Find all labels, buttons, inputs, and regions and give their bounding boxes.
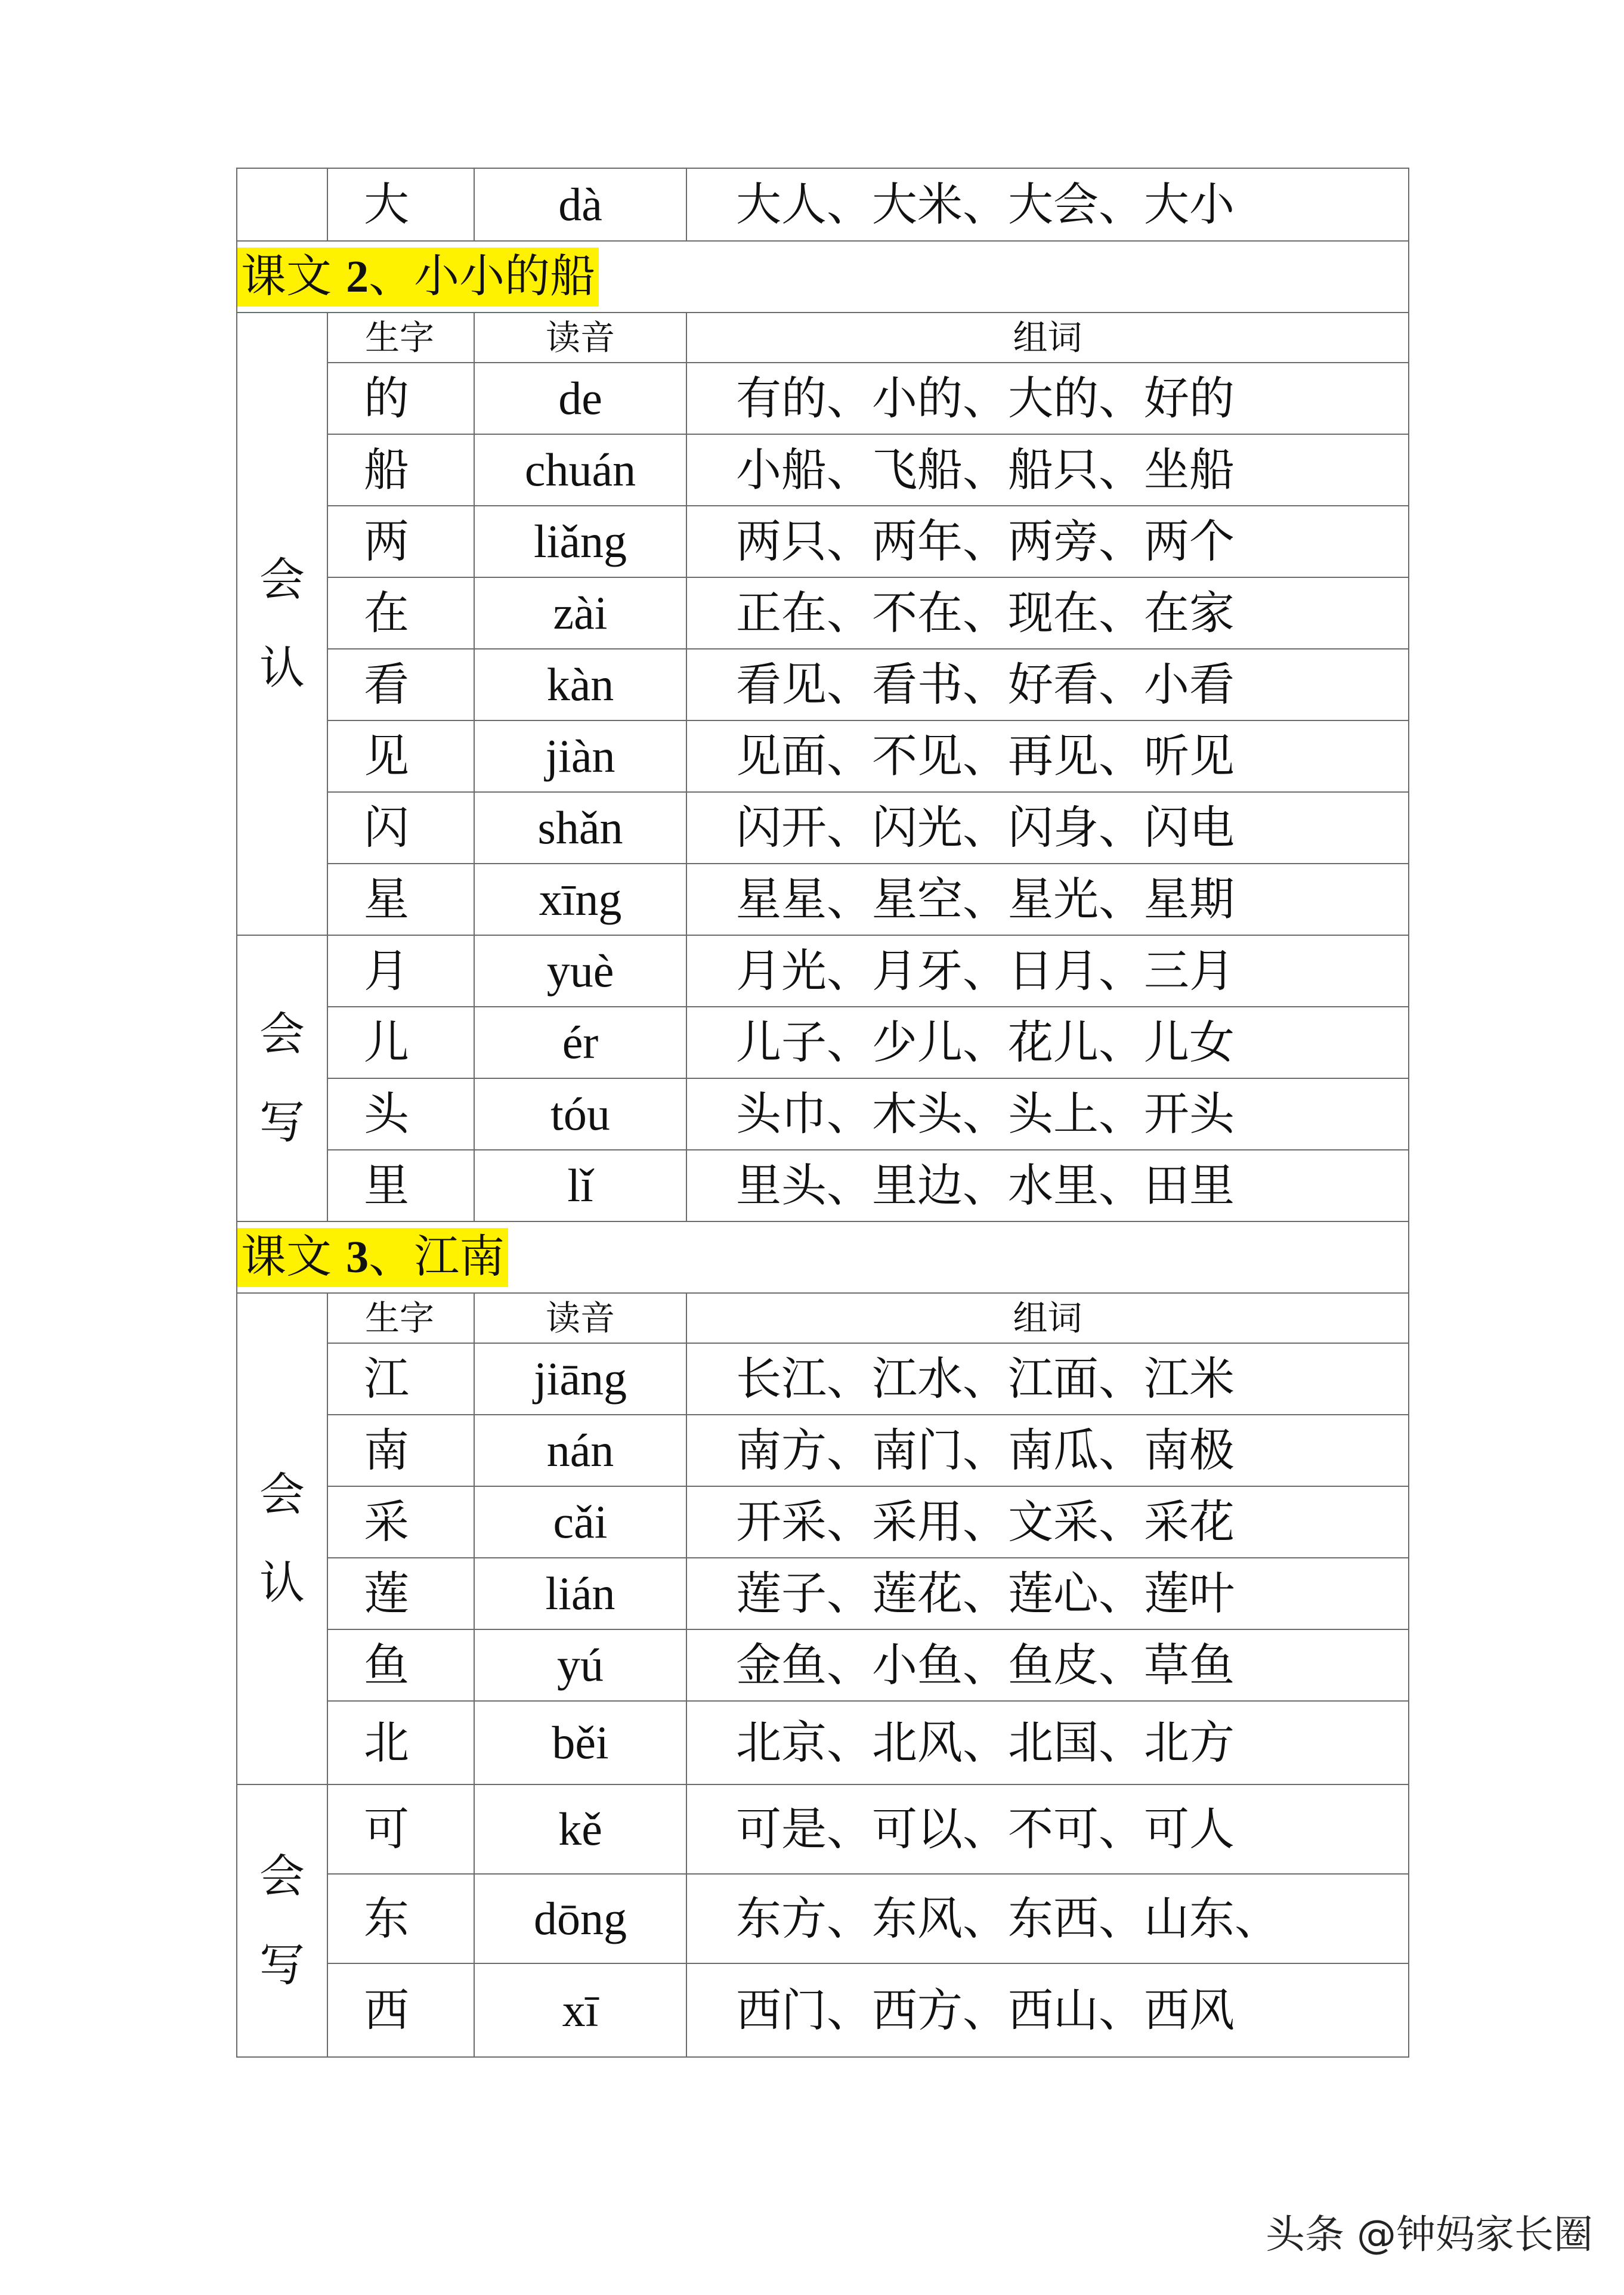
words-cell: 东方、东风、东西、山东、	[686, 1874, 1409, 1963]
table-row	[237, 1343, 1409, 1415]
group-label-char: 写	[259, 1938, 305, 1991]
header-words: 组词	[686, 1293, 1409, 1343]
pinyin-cell: kě	[474, 1784, 686, 1874]
group-label-char: 会	[259, 1467, 305, 1521]
words-cell: 开采、采用、文采、采花	[686, 1486, 1409, 1558]
words-cell: 看见、看书、好看、小看	[686, 649, 1409, 720]
char-cell: 东	[327, 1874, 474, 1963]
pinyin-cell: jiāng	[474, 1343, 686, 1415]
words-cell: 见面、不见、再见、听见	[686, 720, 1409, 792]
char-cell: 见	[327, 720, 474, 792]
pinyin-cell: xīng	[474, 864, 686, 935]
char-cell: 两	[327, 506, 474, 577]
group-label-char: 会	[259, 552, 305, 606]
words-cell: 星星、星空、星光、星期	[686, 864, 1409, 935]
words-cell: 正在、不在、现在、在家	[686, 577, 1409, 649]
pinyin-cell: běi	[474, 1701, 686, 1784]
lesson-title-prefix: 课文	[241, 249, 347, 302]
lesson-title-cell	[237, 241, 1409, 313]
char-cell: 莲	[327, 1558, 474, 1629]
words-cell: 北京、北风、北国、北方	[686, 1701, 1409, 1784]
char-cell: 闪	[327, 792, 474, 864]
words-cell: 里头、里边、水里、田里	[686, 1150, 1409, 1221]
table-row	[237, 1874, 1409, 1963]
table-row	[237, 720, 1409, 792]
pinyin-cell: lián	[474, 1558, 686, 1629]
char-cell: 在	[327, 577, 474, 649]
group-label-char: 会	[259, 1007, 305, 1060]
words-cell: 有的、小的、大的、好的	[686, 363, 1409, 434]
lesson-name: 、小小的船	[369, 249, 596, 302]
group-label-cell	[237, 168, 327, 241]
pinyin-cell: zài	[474, 577, 686, 649]
watermark: 头条 @钟妈家长圈	[1266, 2212, 1593, 2257]
pinyin-cell: ér	[474, 1007, 686, 1078]
lesson-title-cell	[237, 1221, 1409, 1293]
words-cell: 头巾、木头、头上、开头	[686, 1078, 1409, 1150]
words-cell: 大人、大米、大会、大小	[686, 168, 1409, 241]
pinyin-cell: chuán	[474, 434, 686, 506]
words-cell: 两只、两年、两旁、两个	[686, 506, 1409, 577]
table-row	[237, 1558, 1409, 1629]
pinyin-cell: yú	[474, 1629, 686, 1701]
words-cell: 月光、月牙、日月、三月	[686, 935, 1409, 1007]
char-cell: 儿	[327, 1007, 474, 1078]
table-row	[237, 1629, 1409, 1701]
char-cell: 大	[327, 168, 474, 241]
lesson-title	[237, 1228, 508, 1287]
table-row	[237, 935, 1409, 1007]
pinyin-cell: yuè	[474, 935, 686, 1007]
pinyin-cell: liǎng	[474, 506, 686, 577]
char-cell: 头	[327, 1078, 474, 1150]
pinyin-cell: cǎi	[474, 1486, 686, 1558]
header-words: 组词	[686, 313, 1409, 363]
char-cell: 北	[327, 1701, 474, 1784]
char-cell: 可	[327, 1784, 474, 1874]
table-row	[237, 1150, 1409, 1221]
char-cell: 月	[327, 935, 474, 1007]
table-row	[237, 363, 1409, 434]
table-row	[237, 1078, 1409, 1150]
group-label-char: 认	[259, 641, 305, 694]
pinyin-cell: jiàn	[474, 720, 686, 792]
header-pinyin: 读音	[474, 313, 686, 363]
pinyin-cell: shǎn	[474, 792, 686, 864]
header-row	[237, 1293, 1409, 1343]
table-row	[237, 1701, 1409, 1784]
table-row	[237, 168, 1409, 241]
table-row	[237, 649, 1409, 720]
table-row	[237, 1415, 1409, 1486]
pinyin-cell: nán	[474, 1415, 686, 1486]
table-row	[237, 1963, 1409, 2057]
lesson-title	[237, 248, 599, 307]
words-cell: 闪开、闪光、闪身、闪电	[686, 792, 1409, 864]
char-cell: 鱼	[327, 1629, 474, 1701]
words-cell: 可是、可以、不可、可人	[686, 1784, 1409, 1874]
char-cell: 看	[327, 649, 474, 720]
table-row	[237, 864, 1409, 935]
header-row	[237, 313, 1409, 363]
char-cell: 里	[327, 1150, 474, 1221]
lesson-title-prefix: 课文	[241, 1229, 347, 1283]
char-cell: 南	[327, 1415, 474, 1486]
group-label-char: 写	[259, 1096, 305, 1149]
char-cell: 的	[327, 363, 474, 434]
group-label-char: 认	[259, 1556, 305, 1609]
words-cell: 莲子、莲花、莲心、莲叶	[686, 1558, 1409, 1629]
group-label-char: 会	[259, 1849, 305, 1903]
header-pinyin: 读音	[474, 1293, 686, 1343]
lesson-name: 、江南	[369, 1229, 505, 1283]
words-cell: 长江、江水、江面、江米	[686, 1343, 1409, 1415]
char-cell: 江	[327, 1343, 474, 1415]
table-row	[237, 1784, 1409, 1874]
words-cell: 小船、飞船、船只、坐船	[686, 434, 1409, 506]
vocab-table	[236, 168, 1409, 2058]
pinyin-cell: dōng	[474, 1874, 686, 1963]
words-cell: 金鱼、小鱼、鱼皮、草鱼	[686, 1629, 1409, 1701]
lesson-number: 2	[346, 251, 369, 302]
table-row	[237, 577, 1409, 649]
lesson-title-row	[237, 241, 1409, 313]
pinyin-cell: tóu	[474, 1078, 686, 1150]
write-group-label	[237, 1784, 327, 2057]
table-row	[237, 1007, 1409, 1078]
write-group-label	[237, 935, 327, 1221]
char-cell: 船	[327, 434, 474, 506]
pinyin-cell: lǐ	[474, 1150, 686, 1221]
words-cell: 西门、西方、西山、西风	[686, 1963, 1409, 2057]
pinyin-cell: kàn	[474, 649, 686, 720]
recognize-group-label	[237, 1293, 327, 1784]
header-char: 生字	[327, 313, 474, 363]
table-row	[237, 792, 1409, 864]
pinyin-cell: de	[474, 363, 686, 434]
char-cell: 星	[327, 864, 474, 935]
words-cell: 南方、南门、南瓜、南极	[686, 1415, 1409, 1486]
table-row	[237, 434, 1409, 506]
recognize-group-label	[237, 313, 327, 935]
char-cell: 西	[327, 1963, 474, 2057]
words-cell: 儿子、少儿、花儿、儿女	[686, 1007, 1409, 1078]
pinyin-cell: dà	[474, 168, 686, 241]
char-cell: 采	[327, 1486, 474, 1558]
table-row	[237, 1486, 1409, 1558]
lesson-number: 3	[346, 1232, 369, 1282]
lesson-title-row	[237, 1221, 1409, 1293]
pinyin-cell: xī	[474, 1963, 686, 2057]
table-row	[237, 506, 1409, 577]
header-char: 生字	[327, 1293, 474, 1343]
